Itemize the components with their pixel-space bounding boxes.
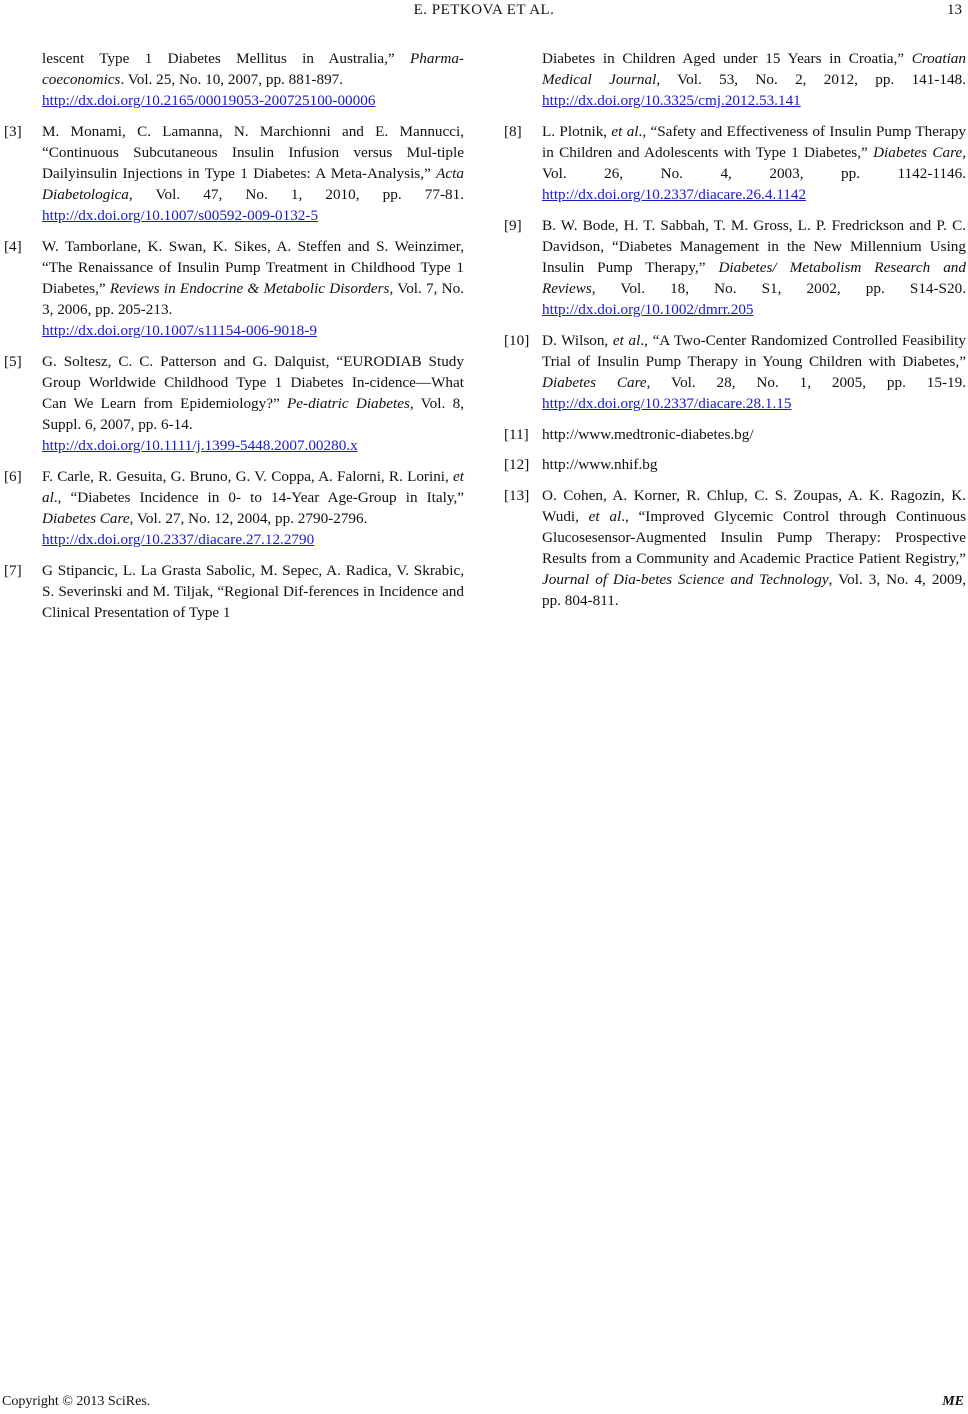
reference-4 <box>4 236 464 341</box>
ref-text: , Vol. 47, No. 1, 2010, pp. 77-81. <box>128 186 464 204</box>
ref-text: , Vol. 27, No. 12, 2004, pp. 2790-2796. <box>129 509 368 527</box>
ref-text: , Vol. 7, No. 3, 2006, pp. 205-213. <box>42 279 465 319</box>
reference-11 <box>504 424 966 445</box>
copyright-notice: Copyright © 2013 SciRes. <box>2 1394 151 1409</box>
ref-text: lescent Type 1 Diabetes Mellitus in Australia,” <box>42 50 410 67</box>
left-column <box>4 48 464 632</box>
ref-journal: Acta Diabetologica <box>42 164 464 204</box>
ref-text: G. Soltesz, C. C. Patterson and G. Dalquist, “EURODIAB Study Group Worldwide Childhood Type 1 Diabetes In-cidence—What Can We Learn from Epidemiology?” <box>42 352 464 412</box>
ref-number: [3] <box>4 122 22 140</box>
ref-number: [6] <box>4 467 22 485</box>
ref-etal: et al <box>611 122 639 140</box>
ref-text: , Vol. 8, Suppl. 6, 2007, pp. 6-14. <box>42 394 464 433</box>
reference-6 <box>4 466 464 550</box>
ref-text: G Stipancic, L. La Grasta Sabolic, M. Sepec, A. Radica, V. Skrabic, S. Severinski and M. Tiljak, “Regional Dif-ferences in Incidence and Clinical Presentation of Type 1 <box>42 561 464 621</box>
ref-text: M. Monami, C. Lamanna, N. Marchionni and E. Mannucci, “Continuous Subcutaneous Insulin Infusion versus Mul-tiple Dailyinsulin Injections in Type 1 Diabetes: A Meta-Analysis,” <box>42 122 464 182</box>
doi-link[interactable]: http://dx.doi.org/10.1007/s00592-009-0132-5 <box>42 207 319 225</box>
ref-number: [7] <box>4 561 22 579</box>
ref-journal: Diabetes Care <box>873 143 963 161</box>
ref-etal: et al <box>42 467 464 506</box>
doi-link[interactable]: http://dx.doi.org/10.2337/diacare.27.12.2790 <box>42 530 315 548</box>
right-column <box>504 48 966 621</box>
ref-text: ., “A Two-Center Randomized Controlled Feasibility Trial of Insulin Pump Therapy in Young Children with Diabetes,” <box>542 331 966 370</box>
ref-text: . Vol. 25, No. 10, 2007, pp. 881-897. <box>120 71 344 89</box>
doi-link[interactable]: http://dx.doi.org/10.1111/j.1399-5448.2007.00280.x <box>42 437 358 455</box>
ref-journal: Pe-diatric Diabetes <box>287 394 410 412</box>
reference-7 <box>4 560 464 623</box>
ref-number: [4] <box>4 237 22 255</box>
reference-3 <box>4 121 464 226</box>
ref-text: , Vol. 28, No. 1, 2005, pp. 15-19. <box>646 373 966 391</box>
ref-url: http://www.medtronic-diabetes.bg/ <box>542 425 754 443</box>
page-number: 13 <box>947 2 962 18</box>
ref-text: B. W. Bode, H. T. Sabbah, T. M. Gross, L. P. Fredrickson and P. C. Davidson, “Diabetes Management in the New Millennium Using Insulin Pump Therapy,” <box>542 216 966 276</box>
ref-journal: Pharma-coeconomics <box>42 50 464 89</box>
reference-10 <box>504 330 966 414</box>
ref-text: ., “Diabetes Incidence in 0- to 14-Year Age-Group in Italy,” <box>53 488 464 506</box>
ref-number: [11] <box>504 425 529 443</box>
ref-number: [9] <box>504 216 522 234</box>
ref-number: [5] <box>4 352 22 370</box>
ref-text: D. Wilson, <box>542 331 613 349</box>
reference-12 <box>504 454 966 475</box>
ref-number: [12] <box>504 456 530 474</box>
page-header <box>0 0 968 28</box>
page-footer <box>0 1394 968 1414</box>
reference-9 <box>504 215 966 320</box>
ref-url: http://www.nhif.bg <box>542 456 658 474</box>
ref-text: , Vol. 26, No. 4, 2003, pp. 1142-1146. <box>542 143 966 182</box>
doi-link[interactable]: http://dx.doi.org/10.1002/dmrr.205 <box>542 301 754 319</box>
ref-number: [8] <box>504 122 522 140</box>
doi-link[interactable]: http://dx.doi.org/10.2337/diacare.28.1.15 <box>542 394 792 412</box>
running-head-authors: E. PETKOVA ET AL. <box>413 2 555 18</box>
ref-journal: Diabetes/ Metabolism Research and Reviews <box>542 258 966 297</box>
ref-text: O. Cohen, A. Korner, R. Chlup, C. S. Zoupas, A. K. Ragozin, K. Wudi, <box>542 486 966 525</box>
ref-text: L. Plotnik, <box>542 122 612 140</box>
ref-number: [13] <box>504 486 530 504</box>
ref-text: ., “Improved Glycemic Control through Continuous Glucosesensor-Augmented Insulin Pump Therapy: Prospective Results from a Community and Academic Practice Patient Registry,” <box>542 507 966 567</box>
journal-abbreviation: ME <box>942 1394 964 1409</box>
reference-13 <box>504 485 966 612</box>
ref-etal: et al <box>612 331 641 349</box>
ref-text: Diabetes in Children Aged under 15 Years in Croatia,” <box>542 50 912 67</box>
reference-8 <box>504 121 966 205</box>
doi-link[interactable]: http://dx.doi.org/10.2337/diacare.26.4.1142 <box>542 186 807 204</box>
ref-etal: et al <box>588 507 622 525</box>
ref-journal: Diabetes Care <box>42 509 130 527</box>
ref-number: [10] <box>504 331 530 349</box>
reference-continuation-right <box>504 48 966 111</box>
ref-text: , Vol. 18, No. S1, 2002, pp. S14-S20. <box>591 279 966 297</box>
ref-journal: Reviews in Endocrine & Metabolic Disorders <box>109 279 390 297</box>
ref-text: W. Tamborlane, K. Swan, K. Sikes, A. Steffen and S. Weinzimer, “The Renaissance of Insulin Pump Treatment in Childhood Type 1 Diabetes,” <box>42 237 464 297</box>
ref-text: , Vol. 53, No. 2, 2012, pp. 141-148. <box>656 71 966 89</box>
reference-5 <box>4 351 464 456</box>
ref-journal: Diabetes Care <box>542 373 647 391</box>
reference-continuation-left <box>4 48 464 111</box>
ref-journal: Journal of Dia-betes Science and Technology <box>542 571 829 589</box>
ref-text: , Vol. 3, No. 4, 2009, pp. 804-811. <box>542 571 967 610</box>
doi-link[interactable]: http://dx.doi.org/10.2165/00019053-200725100-00006 <box>42 92 376 110</box>
doi-link[interactable]: http://dx.doi.org/10.3325/cmj.2012.53.141 <box>542 92 801 110</box>
doi-link[interactable]: http://dx.doi.org/10.1007/s11154-006-9018-9 <box>42 322 317 340</box>
ref-text: F. Carle, R. Gesuita, G. Bruno, G. V. Coppa, A. Falorni, R. Lorini, <box>42 467 454 485</box>
ref-text: ., “Safety and Effectiveness of Insulin Pump Therapy in Children and Adolescents with Type 1 Diabetes,” <box>542 122 967 161</box>
ref-journal: Croatian Medical Journal <box>542 50 966 89</box>
